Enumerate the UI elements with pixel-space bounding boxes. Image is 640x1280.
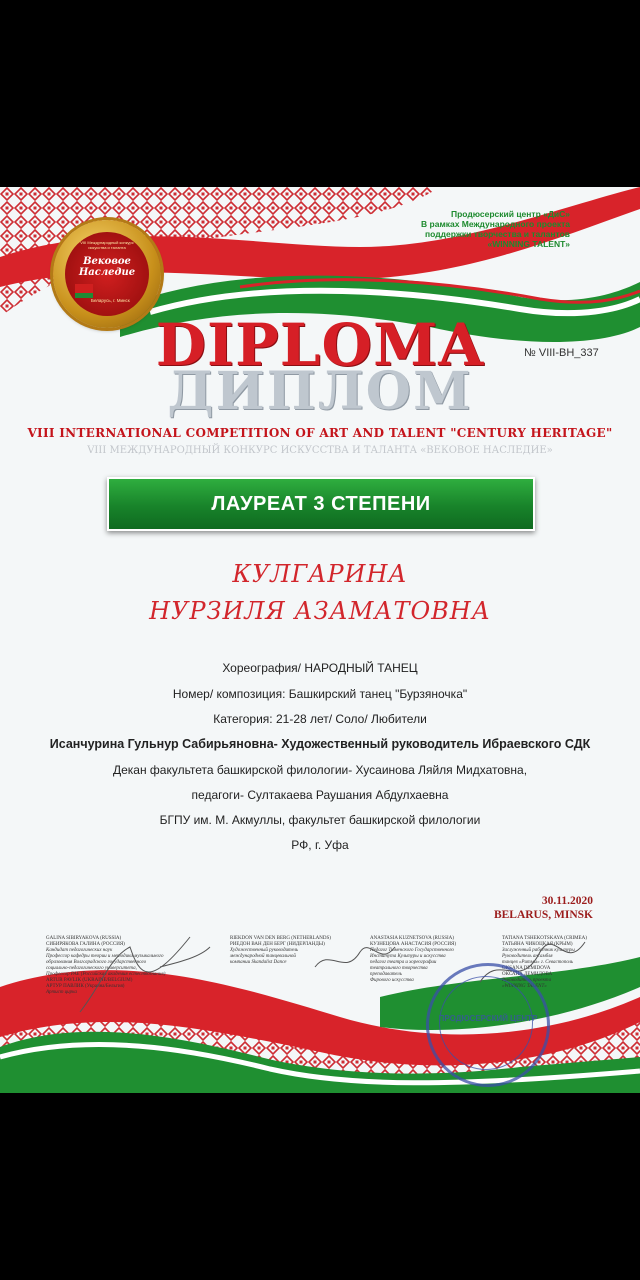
signature-line: ARTUR PAVLIK (UKRAINE/BELGIUM): [46, 978, 133, 983]
handwritten-signature-2: [310, 927, 400, 987]
signature-line: «WINNING TALENT»: [502, 984, 547, 989]
logo-name: [69, 256, 145, 278]
signature-line: преподаватель: [370, 972, 402, 977]
title-diploma-en: DIPLOMA: [155, 311, 485, 379]
detail-nomination: Хореография/ НАРОДНЫЙ ТАНЕЦ: [222, 661, 418, 675]
diploma-sheet: [0, 187, 640, 1093]
signature-line: международной танцевальной: [230, 954, 296, 959]
signature-line: Руководитель проекта: [502, 978, 552, 983]
signature-line: Кандидат педагогических наук: [46, 948, 113, 953]
logo-name-line2: Наследие: [78, 267, 136, 278]
competition-name-ru: VIII МЕЖДУНАРОДНЫЙ КОНКУРС ИСКУССТВА И ТАЛАНТА «ВЕКОВОЕ НАСЛЕДИЕ»: [87, 445, 553, 456]
signature-line: компании Skandalist Dance: [230, 960, 287, 965]
signature-line: Профессор кафедры теории и методики музыкального: [46, 954, 164, 959]
signature-line: Заслуженный работник культуры: [502, 948, 575, 953]
stamp-text: ПРОДЮСЕРСКИЙ ЦЕНТР: [438, 1014, 538, 1023]
issue-place: BELARUS, MINSK: [493, 909, 593, 921]
signature-line: Артист цирка: [46, 990, 77, 995]
signature-line: КУЗНЕЦОВА АНАСТАСИЯ (РОССИЯ): [370, 942, 456, 947]
logo-top-text: VIII Международный конкурс искусства и таланта: [80, 240, 134, 250]
signature-line: Руководитель ансамбля: [502, 954, 553, 959]
recipient-given-name: НУРЗИЛЯ АЗАМАТОВНА: [149, 597, 491, 625]
logo-city: Беларусь, г. Минск: [91, 298, 130, 303]
signature-line: АРТУР ПАВЛИК (Украина/Бельгия): [46, 984, 125, 989]
belarus-flag-icon: [75, 284, 93, 298]
signature-line: Педагог Тюменского Государственного: [370, 948, 454, 953]
detail-director: Исанчурина Гульнур Сабирьяновна- Художественный руководитель Ибраевского СДК: [49, 737, 591, 751]
detail-category: Категория: 21-28 лет/ Соло/ Любители: [213, 712, 427, 726]
diploma-number: № VIII-BH_337: [524, 347, 599, 359]
signature-line: театрального творчества: [370, 966, 428, 971]
signature-line: Фирового искусства: [370, 978, 414, 983]
producer-center-stamp: [426, 963, 550, 1087]
detail-composition: Номер/ композиция: Башкирский танец "Бурзяночка": [172, 687, 468, 701]
producer-line3: поддержки творчества и талантов: [425, 229, 570, 239]
recipient-surname: КУЛГАРИНА: [232, 560, 408, 588]
signature-line: ОКСАНА ДЕМИДОВА: [502, 972, 553, 977]
signature-line: социально-педагогического университета,: [46, 966, 137, 971]
title-diploma-ru: ДИПЛОМ: [167, 361, 473, 422]
producer-info: [350, 209, 570, 249]
stamp-inner-ring: [439, 976, 533, 1070]
logo-name-line1: Вековое: [83, 256, 131, 267]
producer-line4: «WINNING TALENT»: [487, 239, 570, 249]
detail-teacher: педагоги- Султакаева Раушания Абдулхаевна: [191, 788, 449, 802]
signature-line: TATIANA TSHEKOTSKAYA (CRIMEA): [502, 936, 587, 941]
producer-line1: Продюсерский центр «ДиС»: [450, 209, 570, 219]
detail-dean: Декан факультета башкирской филологии- Хусаинова Ляйля Мидхатовна,: [112, 763, 528, 777]
vekovoe-nasledie-logo: [53, 220, 161, 328]
signature-line: RIEKDON VAN DEN BERG (NETHERLANDS): [230, 936, 331, 941]
handwritten-signature-1: [70, 917, 220, 1027]
signature-line: Профессор РАЕ (Российская академия естествознания): [46, 972, 166, 977]
signature-line: ТАТЬЯНА ЧИКОЦКАЯ (КРЫМ): [502, 942, 573, 947]
competition-name-en: VIII INTERNATIONAL COMPETITION OF ART AND TALENT "CENTURY HERITAGE": [27, 426, 613, 440]
award-text: ЛАУРЕАТ 3 СТЕПЕНИ: [211, 492, 431, 515]
signature-line: РИЕДОН ВАН ДЕН БЕРГ (НИДЕРЛАНДЫ): [230, 942, 325, 947]
signature-line: ANASTASIA KUZNETSOVA (RUSSIA): [370, 936, 454, 941]
detail-university: БГПУ им. М. Акмуллы, факультет башкирской филологии: [159, 813, 481, 827]
signature-line: образования Волгоградского государственного: [46, 960, 147, 965]
signature-line: педагог театра и хореографии: [370, 960, 437, 965]
signature-line: GALINA SIBIRYAKOVA (RUSSIA): [46, 936, 122, 941]
producer-line2: В рамках Международного проекта: [421, 219, 570, 229]
signature-line: Художественный руководитель: [230, 948, 299, 953]
signature-line: OKSANA DEMIDOVA: [502, 966, 551, 971]
issue-date: 30.11.2020: [541, 895, 593, 907]
signature-line: СИБИРЯКОВА ГАЛИНА (РОССИЯ): [46, 942, 125, 947]
signature-line: танцев «Ритмы» г. Севастополь: [502, 960, 574, 965]
issue-date-block: [494, 894, 593, 922]
signature-line: Института Культуры и искусства: [370, 954, 446, 959]
award-banner: [107, 477, 535, 531]
detail-location: РФ, г. Уфа: [291, 838, 349, 852]
